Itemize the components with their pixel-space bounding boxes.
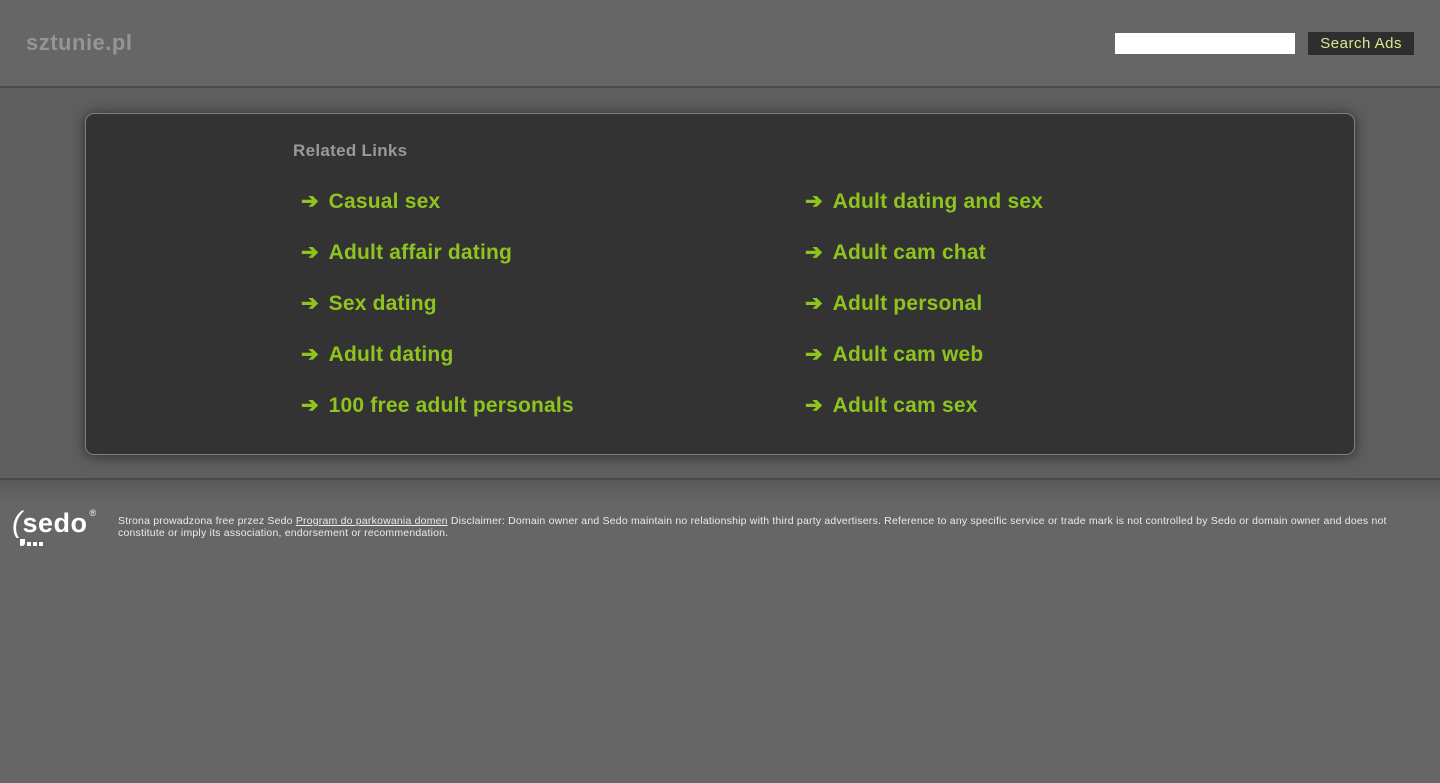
disclaimer-prefix: Strona prowadzona free przez Sedo (118, 515, 296, 527)
arrow-right-icon: ➔ (301, 241, 319, 264)
arrow-right-icon: ➔ (301, 292, 319, 315)
related-link[interactable]: Adult dating (328, 342, 454, 366)
registered-mark-icon: ® (89, 508, 97, 518)
list-item (301, 278, 805, 329)
list-item (805, 227, 1309, 278)
arrow-right-icon: ➔ (301, 343, 319, 366)
footer (0, 478, 1440, 781)
related-link[interactable]: Adult personal (832, 291, 983, 315)
content-band (0, 88, 1440, 478)
header (0, 0, 1440, 88)
domain-title: sztunie.pl (26, 30, 133, 55)
related-link[interactable]: Adult cam web (832, 342, 984, 366)
disclaimer-rest: Disclaimer: Domain owner and Sedo maintain no relationship with third party advertisers. Reference to any specific service or trade mark is not controlled by Sedo or domain owner and does not constitute or imply its association, endorsement or recommendation. (118, 515, 1387, 539)
related-links-heading: Related Links (293, 141, 408, 160)
related-link[interactable]: Adult cam sex (832, 393, 978, 417)
arrow-right-icon: ➔ (301, 394, 319, 417)
disclaimer-text (118, 516, 1413, 539)
related-link[interactable]: Sex dating (328, 291, 437, 315)
related-link[interactable]: Adult cam chat (832, 240, 986, 264)
related-link[interactable]: Casual sex (328, 189, 441, 213)
list-item (805, 176, 1309, 227)
list-item (805, 329, 1309, 380)
list-item (301, 329, 805, 380)
search-ads-button[interactable]: Search Ads (1308, 32, 1414, 55)
related-link[interactable]: 100 free adult personals (328, 393, 574, 417)
search-input[interactable] (1115, 33, 1295, 54)
related-links-box (85, 113, 1355, 455)
related-links-list (301, 176, 1354, 431)
arrow-right-icon: ➔ (805, 190, 823, 213)
list-item (301, 227, 805, 278)
arrow-right-icon: ➔ (301, 190, 319, 213)
sedo-logo-dots-icon (20, 533, 45, 541)
related-link[interactable]: Adult affair dating (328, 240, 513, 264)
list-item (301, 380, 805, 431)
list-item (805, 278, 1309, 329)
arrow-right-icon: ➔ (805, 394, 823, 417)
arrow-right-icon: ➔ (805, 241, 823, 264)
list-item (301, 176, 805, 227)
related-link[interactable]: Adult dating and sex (832, 189, 1044, 213)
parking-program-link[interactable]: Program do parkowania domen (295, 515, 448, 527)
sedo-logo[interactable] (12, 506, 106, 540)
list-item (805, 380, 1309, 431)
arrow-right-icon: ➔ (805, 343, 823, 366)
arrow-right-icon: ➔ (805, 292, 823, 315)
search-area (1115, 32, 1414, 55)
sedo-wordmark: (sedo ® (12, 506, 97, 539)
